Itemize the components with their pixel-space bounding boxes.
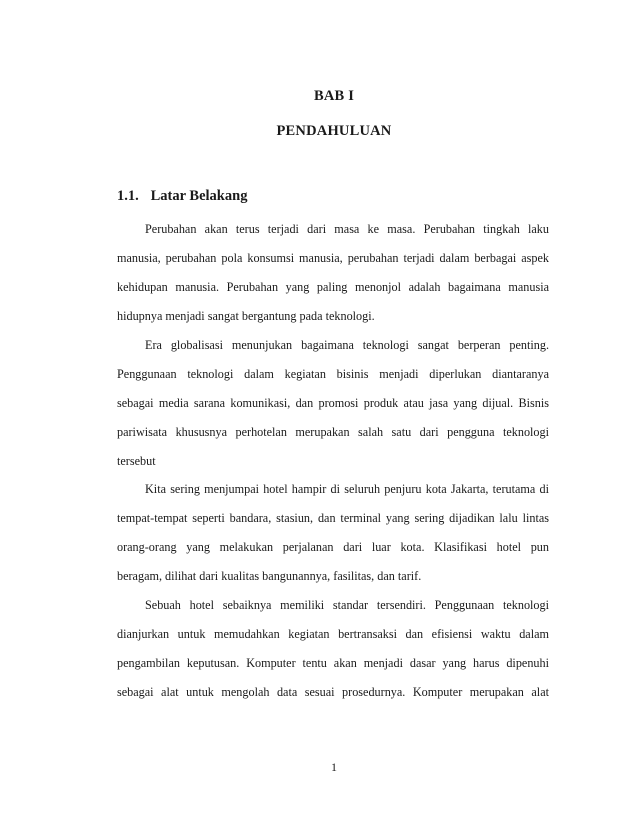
section-title: Latar Belakang [150,188,248,204]
paragraph-line: orang-orang yang melakukan perjalanan dari luar kota. Klasifikasi hotel pun [117,540,549,554]
paragraph-line: Era globalisasi menunjukan bagaimana teknologi sangat berperan penting. [145,338,549,352]
paragraph-line: tersebut [117,454,156,468]
paragraph-4 [117,591,549,707]
paragraph-line: tempat-tempat seperti bandara, stasiun, dan terminal yang sering dijadikan lalu lintas [117,511,549,525]
page-number: 1 [331,760,337,774]
paragraph-line: sebagai media sarana komunikasi, dan promosi produk atau jasa yang dijual. Bisnis [117,396,549,410]
paragraph-line: pengambilan keputusan. Komputer tentu akan menjadi dasar yang harus dipenuhi [117,656,549,670]
paragraph-line: manusia, perubahan pola konsumsi manusia, perubahan terjadi dalam berbagai aspek [117,251,549,265]
paragraph-line: sebagai alat untuk mengolah data sesuai prosedurnya. Komputer merupakan alat [117,685,549,699]
paragraph-line: hidupnya menjadi sangat bergantung pada teknologi. [117,309,375,323]
section-heading [117,188,247,205]
paragraph-line: pariwisata khususnya perhotelan merupakan salah satu dari pengguna teknologi [117,425,549,439]
paragraph-line: Perubahan akan terus terjadi dari masa ke masa. Perubahan tingkah laku [145,222,549,236]
paragraph-line: Kita sering menjumpai hotel hampir di seluruh penjuru kota Jakarta, terutama di [145,482,549,496]
chapter-title: PENDAHULUAN [276,123,392,139]
paragraph-line: Penggunaan teknologi dalam kegiatan bisinis menjadi diperlukan diantaranya [117,367,549,381]
paragraph-line: kehidupan manusia. Perubahan yang paling menonjol adalah bagaimana manusia [117,280,549,294]
chapter-number: BAB I [313,88,355,104]
paragraph-line: dianjurkan untuk memudahkan kegiatan bertransaksi dan efisiensi waktu dalam [117,627,549,641]
paragraph-line: beragam, dilihat dari kualitas bangunannya, fasilitas, dan tarif. [117,569,422,583]
paragraph-2 [117,331,549,476]
paragraph-line: Sebuah hotel sebaiknya memiliki standar tersendiri. Penggunaan teknologi [145,598,549,612]
paragraph-3 [117,475,549,591]
section-number: 1.1. [117,188,139,204]
paragraph-1 [117,215,549,331]
